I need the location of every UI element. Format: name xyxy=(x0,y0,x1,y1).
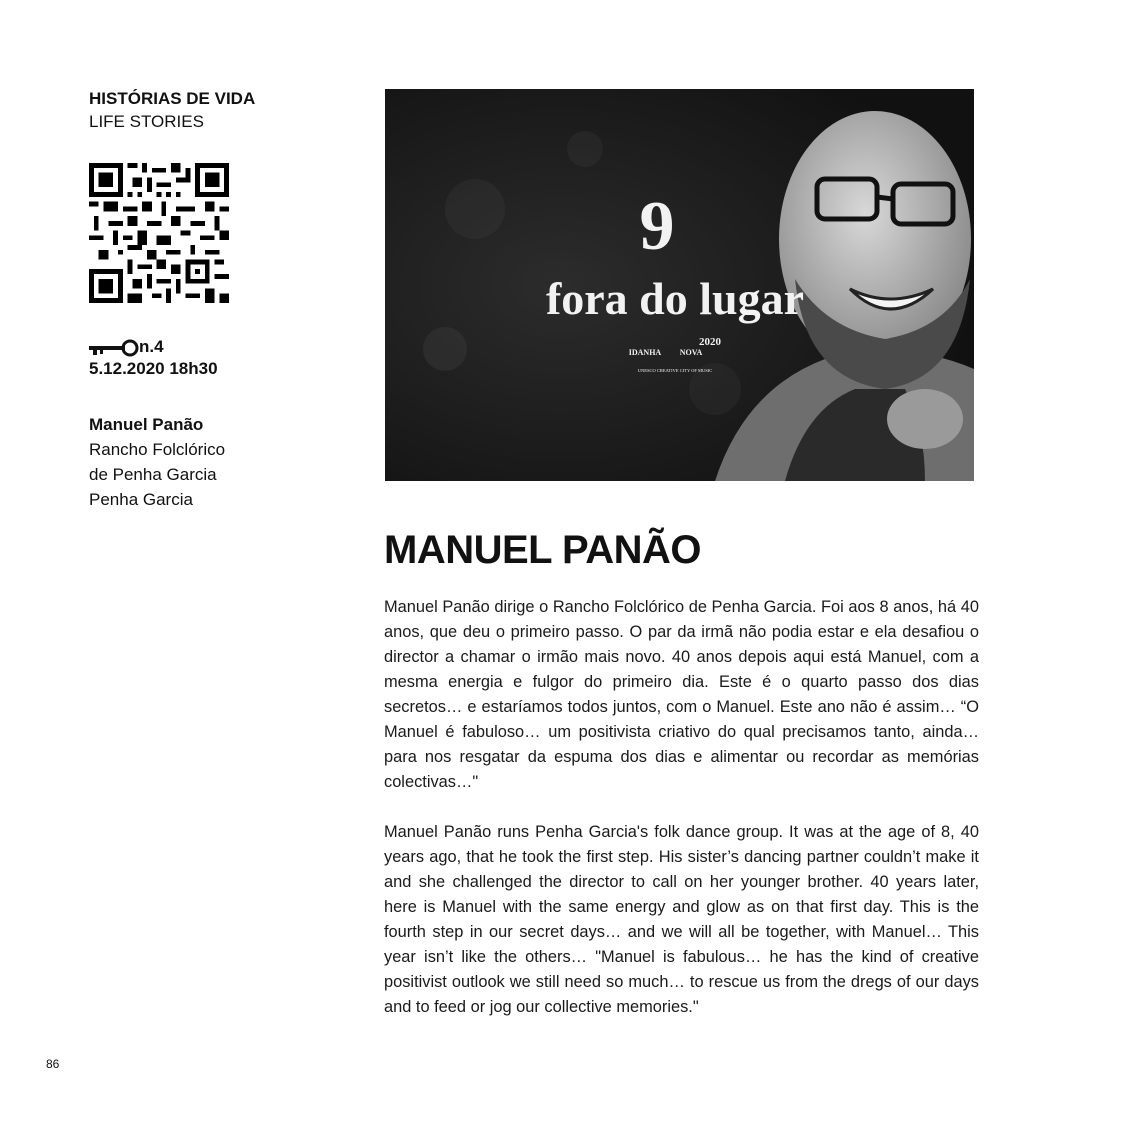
logo-tagline: UNESCO CREATIVE CITY OF MUSIC xyxy=(637,368,713,373)
qr-code-icon[interactable] xyxy=(89,163,229,303)
episode-number: n.4 xyxy=(139,337,164,356)
episode-info xyxy=(89,336,218,380)
logo-sub-2: NOVA xyxy=(679,348,703,357)
group-line-1: Rancho Folclórico xyxy=(89,440,226,459)
logo-number: 9 xyxy=(639,188,675,265)
person-name: Manuel Panão xyxy=(89,415,204,434)
logo-sub-1: IDANHA xyxy=(628,348,662,357)
logo-text: fora do lugar xyxy=(545,273,805,324)
section-subtitle: LIFE STORIES xyxy=(89,112,204,131)
page-number: 86 xyxy=(46,1057,60,1071)
location: Penha Garcia xyxy=(89,490,193,509)
person-info xyxy=(89,412,349,512)
episode-datetime: 5.12.2020 18h30 xyxy=(89,359,218,378)
paragraph-portuguese: Manuel Panão dirige o Rancho Folclórico de Penha Garcia. Foi aos 8 anos, há 40 anos, que deu o primeiro passo. O par da irmã não podia estar e ela desafiou o director a chamar o irmão mais novo. 40 anos depois aqui está Manuel, com a mesma energia e fulgor do primeiro dia. Este é o quarto passo dos dias secretos… e estaríamos todos juntos, com o Manuel. Este ano não é assim… “O Manuel é fabuloso… um positivista criativo do qual precisamos tanto, ainda… para nos resgatar da espuma dos dias e alimentar ou recordar as memórias colectivas…" xyxy=(384,598,979,791)
sidebar xyxy=(89,88,349,509)
group-line-2: de Penha Garcia xyxy=(89,465,217,484)
article-headline: MANUEL PANÃO xyxy=(384,528,701,572)
section-title: HISTÓRIAS DE VIDA xyxy=(89,89,256,108)
logo-year: 2020 xyxy=(699,336,721,348)
portrait-photo xyxy=(385,89,974,481)
paragraph-english: Manuel Panão runs Penha Garcia's folk dance group. It was at the age of 8, 40 years ago, that he took the first step. His sister’s dancing partner couldn’t make it and she challenged the director to call on her younger brother. 40 years later, here is Manuel with the same energy and glow as on that first day. This is the fourth step in our secret days… and we will all be together, with Manuel… This year isn’t like the others… "Manuel is fabulous… he has the kind of creative positivist outlook we still need so much… to rescue us from the dregs of our days and to feed or jog our collective memories." xyxy=(384,823,979,1016)
key-icon xyxy=(89,338,139,358)
